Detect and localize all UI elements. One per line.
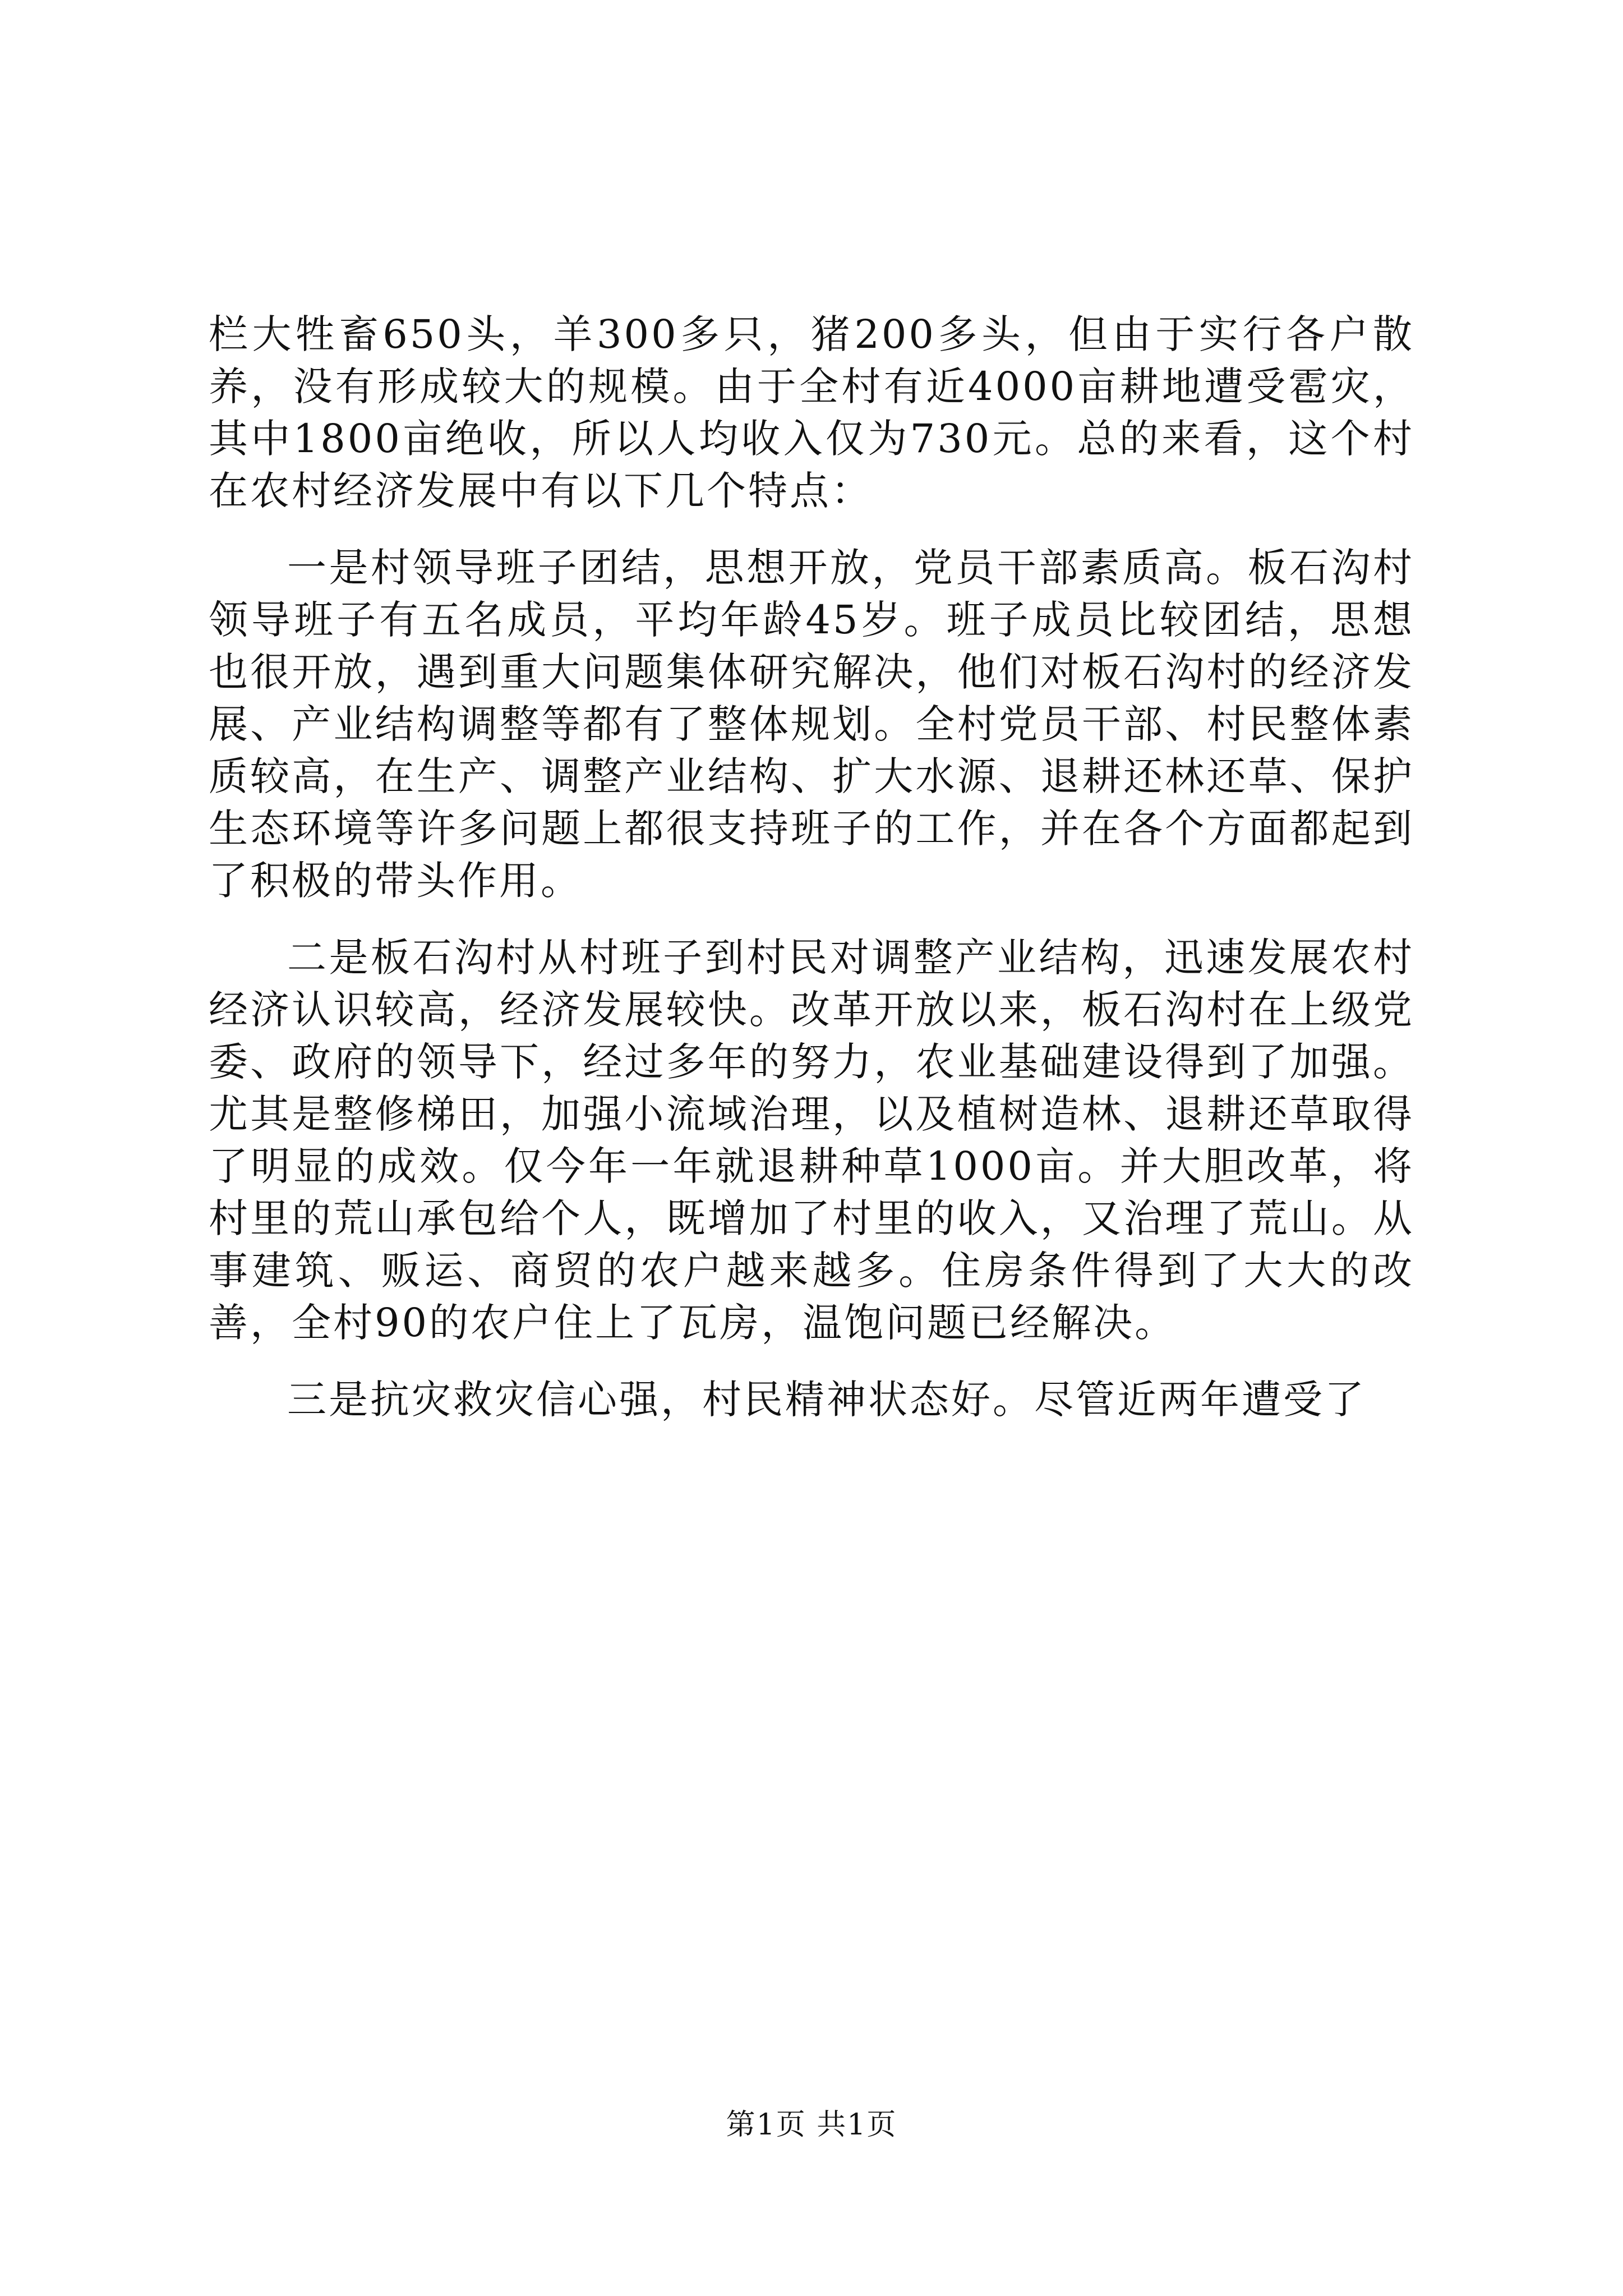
page-number-footer: 第1页 共1页: [726, 2108, 897, 2142]
paragraph-1: 栏大牲畜650头，羊300多只，猪200多头，但由于实行各户散养，没有形成较大的规模。由于全村有近4000亩耕地遭受雹灾，其中1800亩绝收，所以人均收入仅为730元。总的来看，这个村在农村经济发展中有以下几个特点：: [209, 311, 1414, 514]
paragraph-4: 三是抗灾救灾信心强，村民精神状态好。尽管近两年遭受了: [287, 1377, 1366, 1423]
paragraph-2: 一是村领导班子团结，思想开放，党员干部素质高。板石沟村领导班子有五名成员，平均年龄45岁。班子成员比较团结，思想也很开放，遇到重大问题集体研究解决，他们对板石沟村的经济发展、产业结构调整等都有了整体规划。全村党员干部、村民整体素质较高，在生产、调整产业结构、扩大水源、退耕还林还草、保护生态环境等许多问题上都很支持班子的工作，并在各个方面都起到了积极的带头作用。: [209, 545, 1414, 904]
body-text: [209, 309, 1414, 1451]
paragraph-3: 二是板石沟村从村班子到村民对调整产业结构，迅速发展农村经济认识较高，经济发展较快。改革开放以来，板石沟村在上级党委、政府的领导下，经过多年的努力，农业基础建设得到了加强。尤其是整修梯田，加强小流域治理，以及植树造林、退耕还草取得了明显的成效。仅今年一年就退耕种草1000亩。并大胆改革，将村里的荒山承包给个人，既增加了村里的收入，又治理了荒山。从事建筑、贩运、商贸的农户越来越多。住房条件得到了大大的改善，全村90的农户住上了瓦房，温饱问题已经解决。: [209, 935, 1414, 1346]
